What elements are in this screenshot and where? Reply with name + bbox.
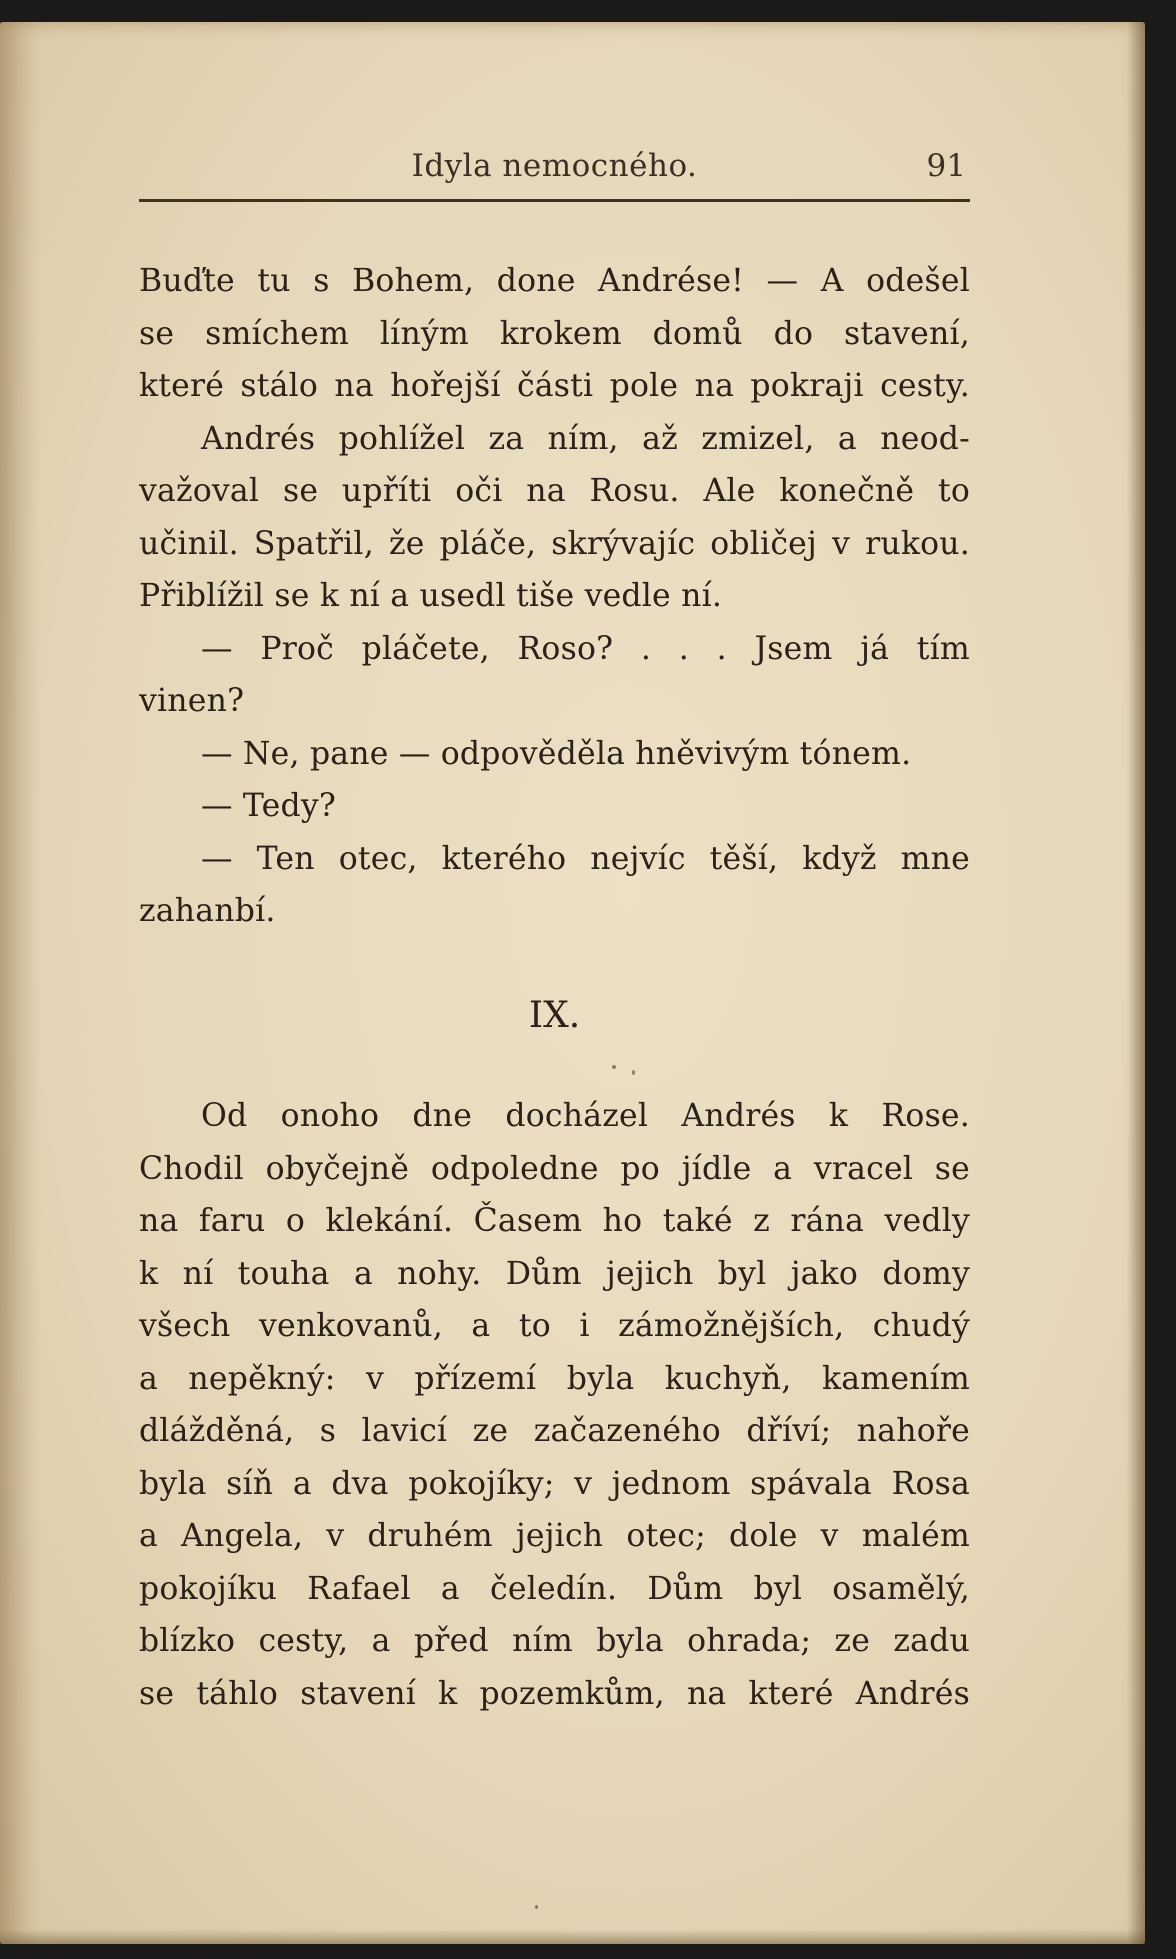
text-line: zahanbí. [139, 893, 276, 929]
print-speck [632, 1070, 635, 1075]
text-line: — Tedy? [201, 788, 336, 824]
text-line: k ní touha a nohy. Dům jejich byl jako domy [139, 1255, 970, 1292]
running-header [139, 148, 970, 184]
text-line: blízko cesty, a před ním byla ohrada; ze zadu [139, 1623, 970, 1659]
text-line: važoval se upříti oči na Rosu. Ale konečně to [139, 473, 970, 509]
text-line: které stálo na hořejší části pole na pokraji cesty. [139, 368, 970, 404]
page-bottom-shadow [0, 1930, 1145, 1944]
text-block-section-2 [139, 1090, 970, 1720]
text-line: a nepěkný: v přízemí byla kuchyň, kamením [139, 1360, 970, 1397]
text-line: byla síň a dva pokojíky; v jednom spávala Rosa [139, 1465, 970, 1502]
text-line: učinil. Spatřil, že pláče, skrývajíc obličej v rukou. [139, 525, 970, 562]
text-line: — Ne, pane — odpověděla hněvivým tónem. [201, 735, 912, 772]
header-rule [139, 199, 970, 202]
text-line: Od onoho dne docházel Andrés k Rose. [201, 1098, 970, 1134]
text-line: pokojíku Rafael a čeledín. Dům byl osamělý, [139, 1570, 970, 1607]
text-line: dlážděná, s lavicí ze začazeného dříví; nahoře [139, 1413, 970, 1449]
chapter-heading: IX. [528, 995, 581, 1036]
print-speck [612, 1065, 616, 1069]
page-edge-shadow [1127, 22, 1145, 1944]
text-line: Přiblížil se k ní a usedl tiše vedle ní. [139, 578, 723, 614]
text-line: Buďte tu s Bohem, done Andrése! — A odešel [139, 263, 970, 299]
page-number: 91 [926, 148, 966, 184]
text-line: vinen? [139, 683, 245, 719]
text-line: a Angela, v druhém jejich otec; dole v malém [139, 1518, 970, 1554]
running-title: Idyla nemocného. [411, 148, 698, 184]
text-line: — Proč pláčete, Roso? . . . Jsem já tím [201, 630, 970, 667]
text-line: se táhlo stavení k pozemkům, na které Andrés [139, 1675, 970, 1712]
text-line: všech venkovanů, a to i zámožnějších, chudý [139, 1308, 970, 1344]
text-line: Andrés pohlížel za ním, až zmizel, a neod- [201, 420, 970, 457]
text-line: — Ten otec, kterého nejvíc těší, když mne [201, 840, 970, 877]
text-block-section-1 [139, 255, 970, 938]
gutter-shadow [0, 22, 40, 1944]
text-line: se smíchem líným krokem domů do stavení, [139, 315, 970, 352]
text-line: na faru o klekání. Časem ho také z rána vedly [139, 1203, 970, 1239]
print-speck [535, 1905, 538, 1909]
text-line: Chodil obyčejně odpoledne po jídle a vracel se [139, 1150, 970, 1187]
